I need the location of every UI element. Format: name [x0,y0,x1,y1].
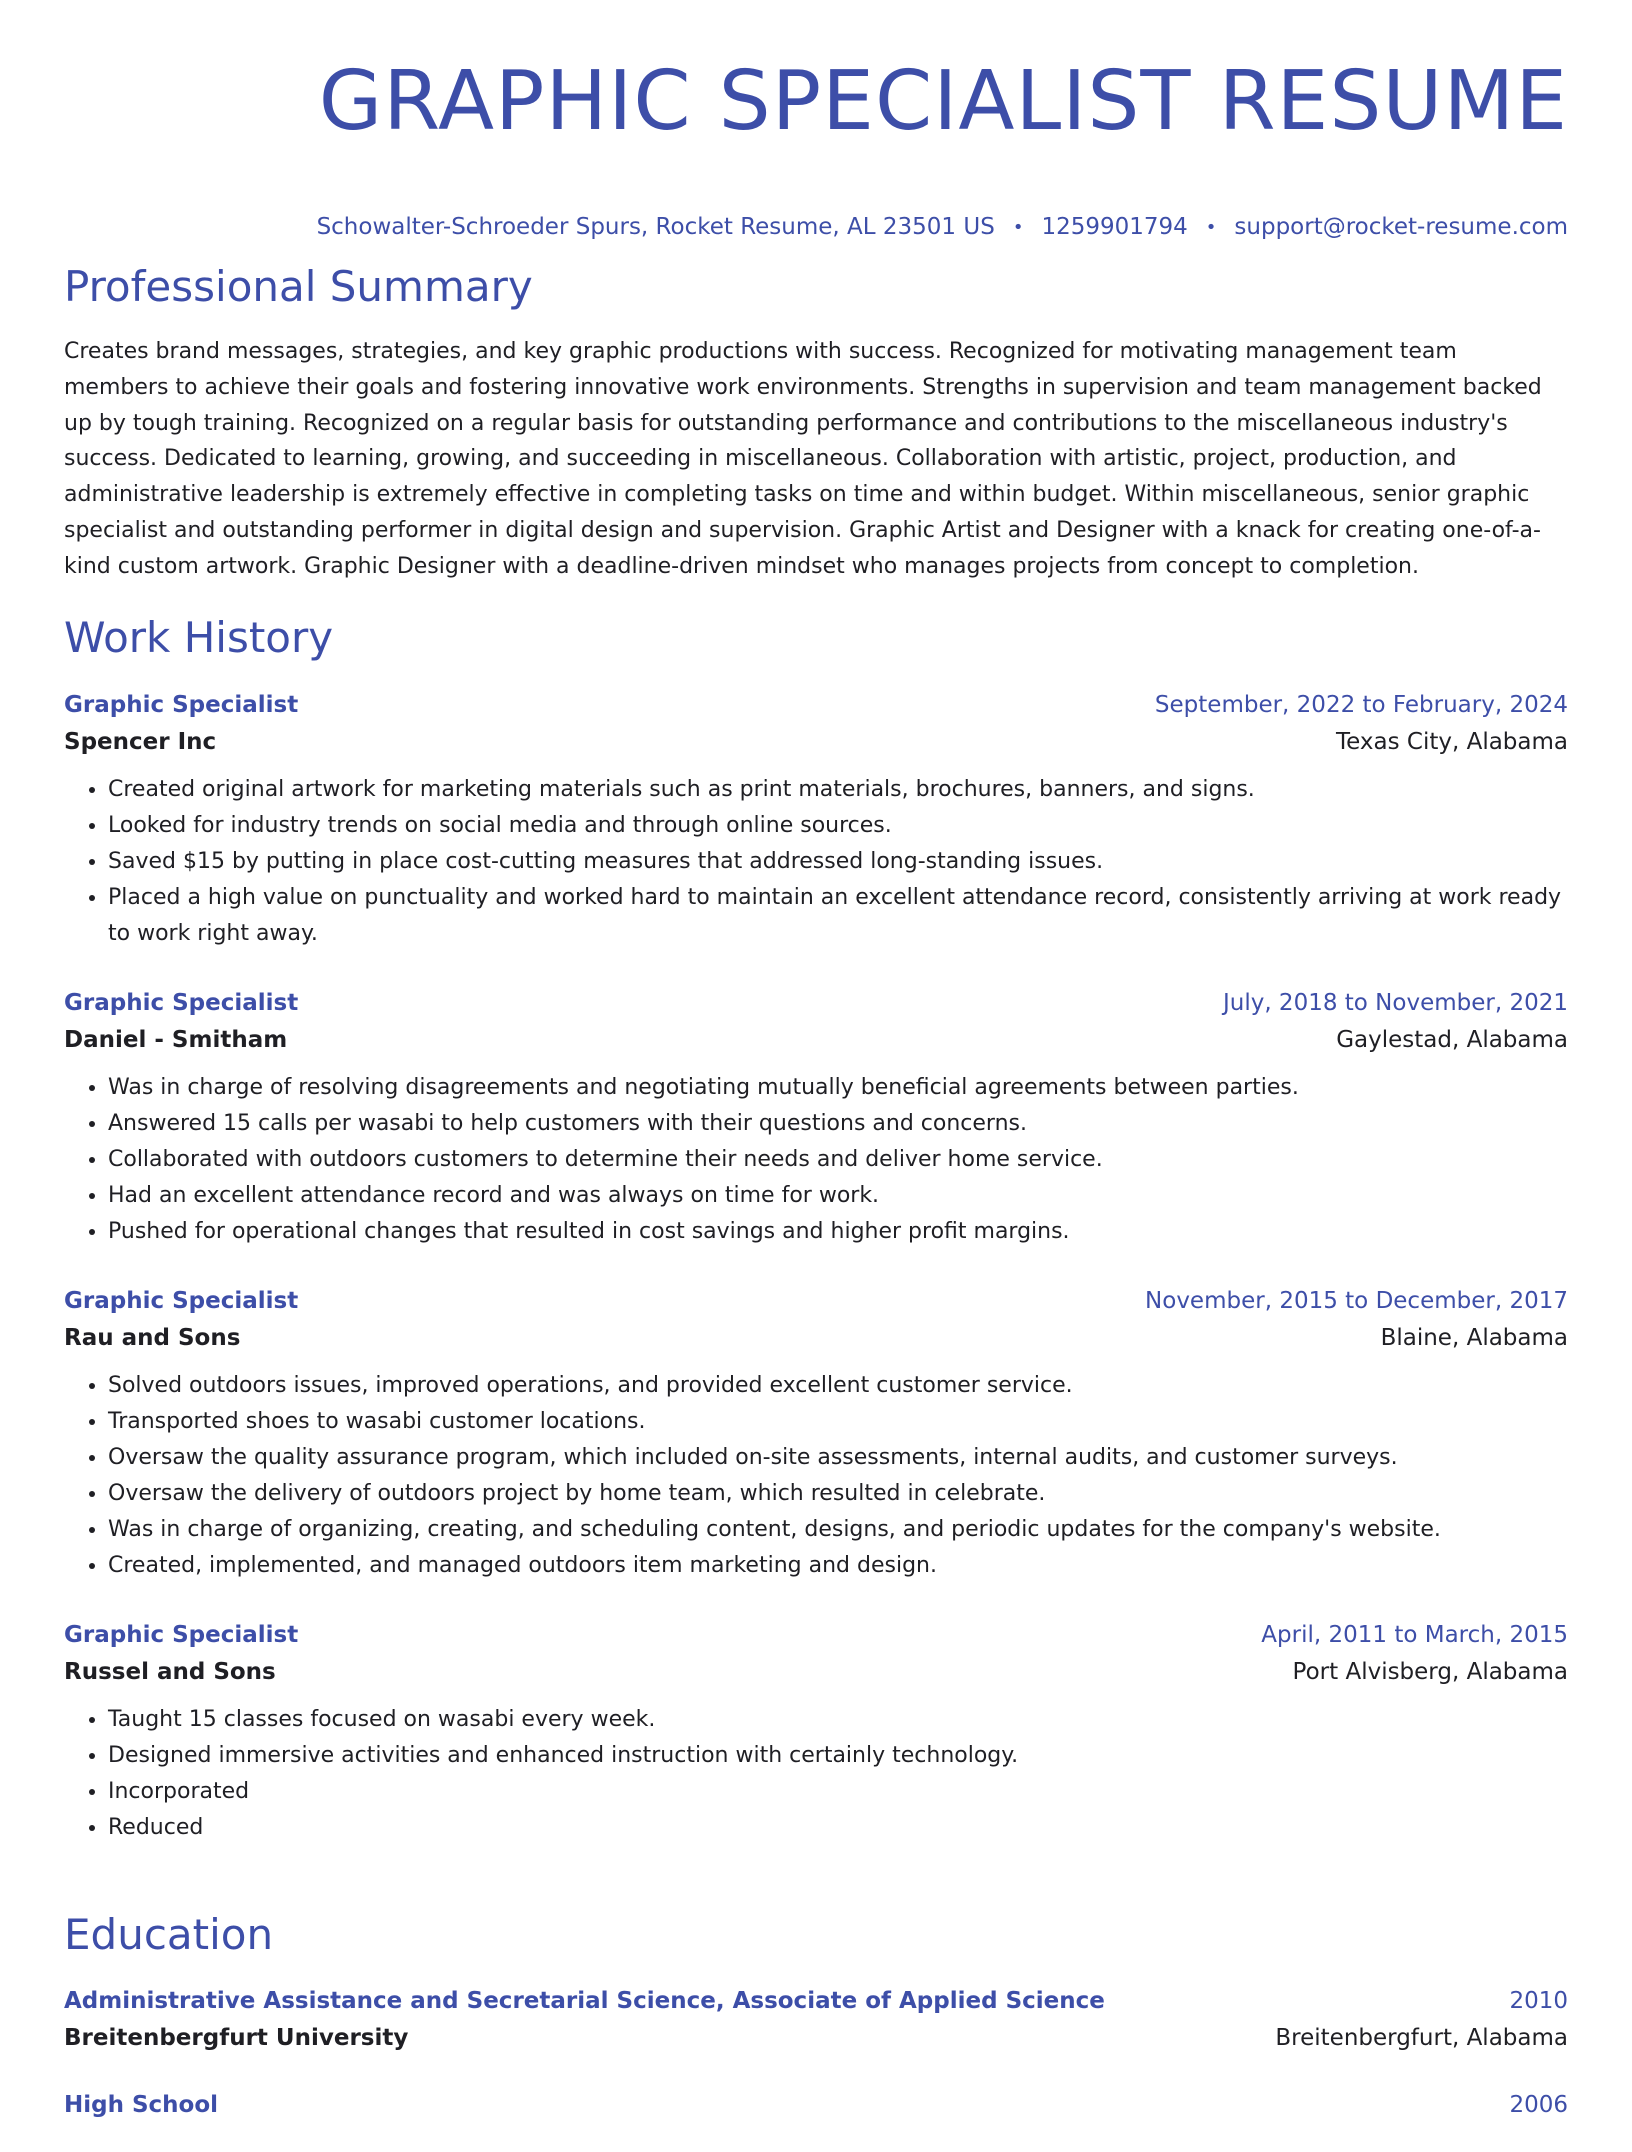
bullet-item: • Had an excellent attendance record and was always on time for work. [108,1178,1568,1214]
job-location: Texas City, Alabama [1336,729,1568,755]
job-entry [64,688,1568,952]
bullet-item: • Looked for industry trends on social media and through online sources. [108,808,1568,844]
education-list [64,1984,1568,2152]
job-title: Graphic Specialist [64,692,299,718]
job-bullets [64,1070,1568,1250]
work-history-heading: Work History [64,613,334,662]
bullet-item: • Taught 15 classes focused on wasabi every week. [108,1702,1568,1738]
contact-line [64,214,1568,240]
job-location: Blaine, Alabama [1380,1325,1568,1351]
bullet-item: • Created original artwork for marketing materials such as print materials, brochures, banners, and signs. [108,772,1568,808]
job-location: Port Alvisberg, Alabama [1292,1659,1568,1685]
job-entry [64,1618,1568,1846]
job-entry [64,1284,1568,1584]
separator-dot: • [1012,216,1024,238]
degree: High School [64,2092,219,2118]
bullet-item: • Reduced [108,1810,1568,1846]
summary-heading: Professional Summary [64,262,533,311]
job-title: Graphic Specialist [64,1288,299,1314]
job-location: Gaylestad, Alabama [1336,1027,1568,1053]
education-entry [64,1984,1568,2058]
degree: Administrative Assistance and Secretarial Science, Associate of Applied Science [64,1988,1105,2014]
bullet-item: • Placed a high value on punctuality and worked hard to maintain an excellent attendance record, consistently arriving at work ready to work right away. [108,880,1568,952]
graduation-year: 2006 [1509,2092,1568,2118]
graduation-year: 2010 [1509,1988,1568,2014]
bullet-item: • Was in charge of resolving disagreements and negotiating mutually beneficial agreements between parties. [108,1070,1568,1106]
company-name: Spencer Inc [64,729,217,755]
bullet-item: • Answered 15 calls per wasabi to help customers with their questions and concerns. [108,1106,1568,1142]
bullet-item: • Was in charge of organizing, creating, and scheduling content, designs, and periodic updates for the company's website. [108,1512,1568,1548]
education-entry [64,2088,1568,2122]
resume-title: GRAPHIC SPECIALIST RESUME [318,54,1568,149]
job-dates: April, 2011 to March, 2015 [1261,1622,1568,1648]
company-name: Daniel - Smitham [64,1027,288,1053]
bullet-item: • Pushed for operational changes that resulted in cost savings and higher profit margins. [108,1214,1568,1250]
email-link[interactable]: support@rocket-resume.com [1234,214,1568,240]
job-title: Graphic Specialist [64,1622,299,1648]
company-name: Rau and Sons [64,1325,241,1351]
school-location: Breitenbergfurt, Alabama [1275,2025,1568,2051]
education-heading: Education [64,1910,274,1959]
summary-text: Creates brand messages, strategies, and key graphic productions with success. Recognized for motivating management team members to achieve their goals and fostering innovative work environments. Strengths in supervision and team management backed up by tough training. Recognized on a regular basis for outstanding performance and contributions to the miscellaneous industry's success. Dedicated to learning, growing, and succeeding in miscellaneous. Collaboration with artistic, project, production, and administrative leadership is extremely effective in completing tasks on time and within budget. Within miscellaneous, senior graphic specialist and outstanding performer in digital design and supervision. Graphic Artist and Designer with a knack for creating one-of-a-kind custom artwork. Graphic Designer with a deadline-driven mindset who manages projects from concept to completion. [64,339,1542,579]
job-dates: November, 2015 to December, 2017 [1145,1288,1568,1314]
bullet-item: • Oversaw the quality assurance program, which included on-site assessments, internal audits, and customer surveys. [108,1440,1568,1476]
school-name: Breitenbergfurt University [64,2025,409,2051]
company-name: Russel and Sons [64,1659,276,1685]
bullet-item: • Saved $15 by putting in place cost-cutting measures that addressed long-standing issues. [108,844,1568,880]
job-bullets [64,772,1568,952]
job-dates: September, 2022 to February, 2024 [1154,692,1568,718]
bullet-item: • Designed immersive activities and enhanced instruction with certainly technology. [108,1738,1568,1774]
bullet-item: • Solved outdoors issues, improved operations, and provided excellent customer service. [108,1368,1568,1404]
bullet-item: • Oversaw the delivery of outdoors project by home team, which resulted in celebrate. [108,1476,1568,1512]
address: Schowalter-Schroeder Spurs, Rocket Resume, AL 23501 US [316,214,995,240]
bullet-item: • Created, implemented, and managed outdoors item marketing and design. [108,1548,1568,1584]
bullet-item: • Collaborated with outdoors customers to determine their needs and deliver home service. [108,1142,1568,1178]
phone: 1259901794 [1041,214,1188,240]
job-dates: July, 2018 to November, 2021 [1222,990,1568,1016]
separator-dot: • [1205,216,1217,238]
job-title: Graphic Specialist [64,990,299,1016]
job-bullets [64,1702,1568,1846]
bullet-item: • Incorporated [108,1774,1568,1810]
work-history-list [64,688,1568,1880]
bullet-item: • Transported shoes to wasabi customer locations. [108,1404,1568,1440]
job-bullets [64,1368,1568,1584]
job-entry [64,986,1568,1250]
